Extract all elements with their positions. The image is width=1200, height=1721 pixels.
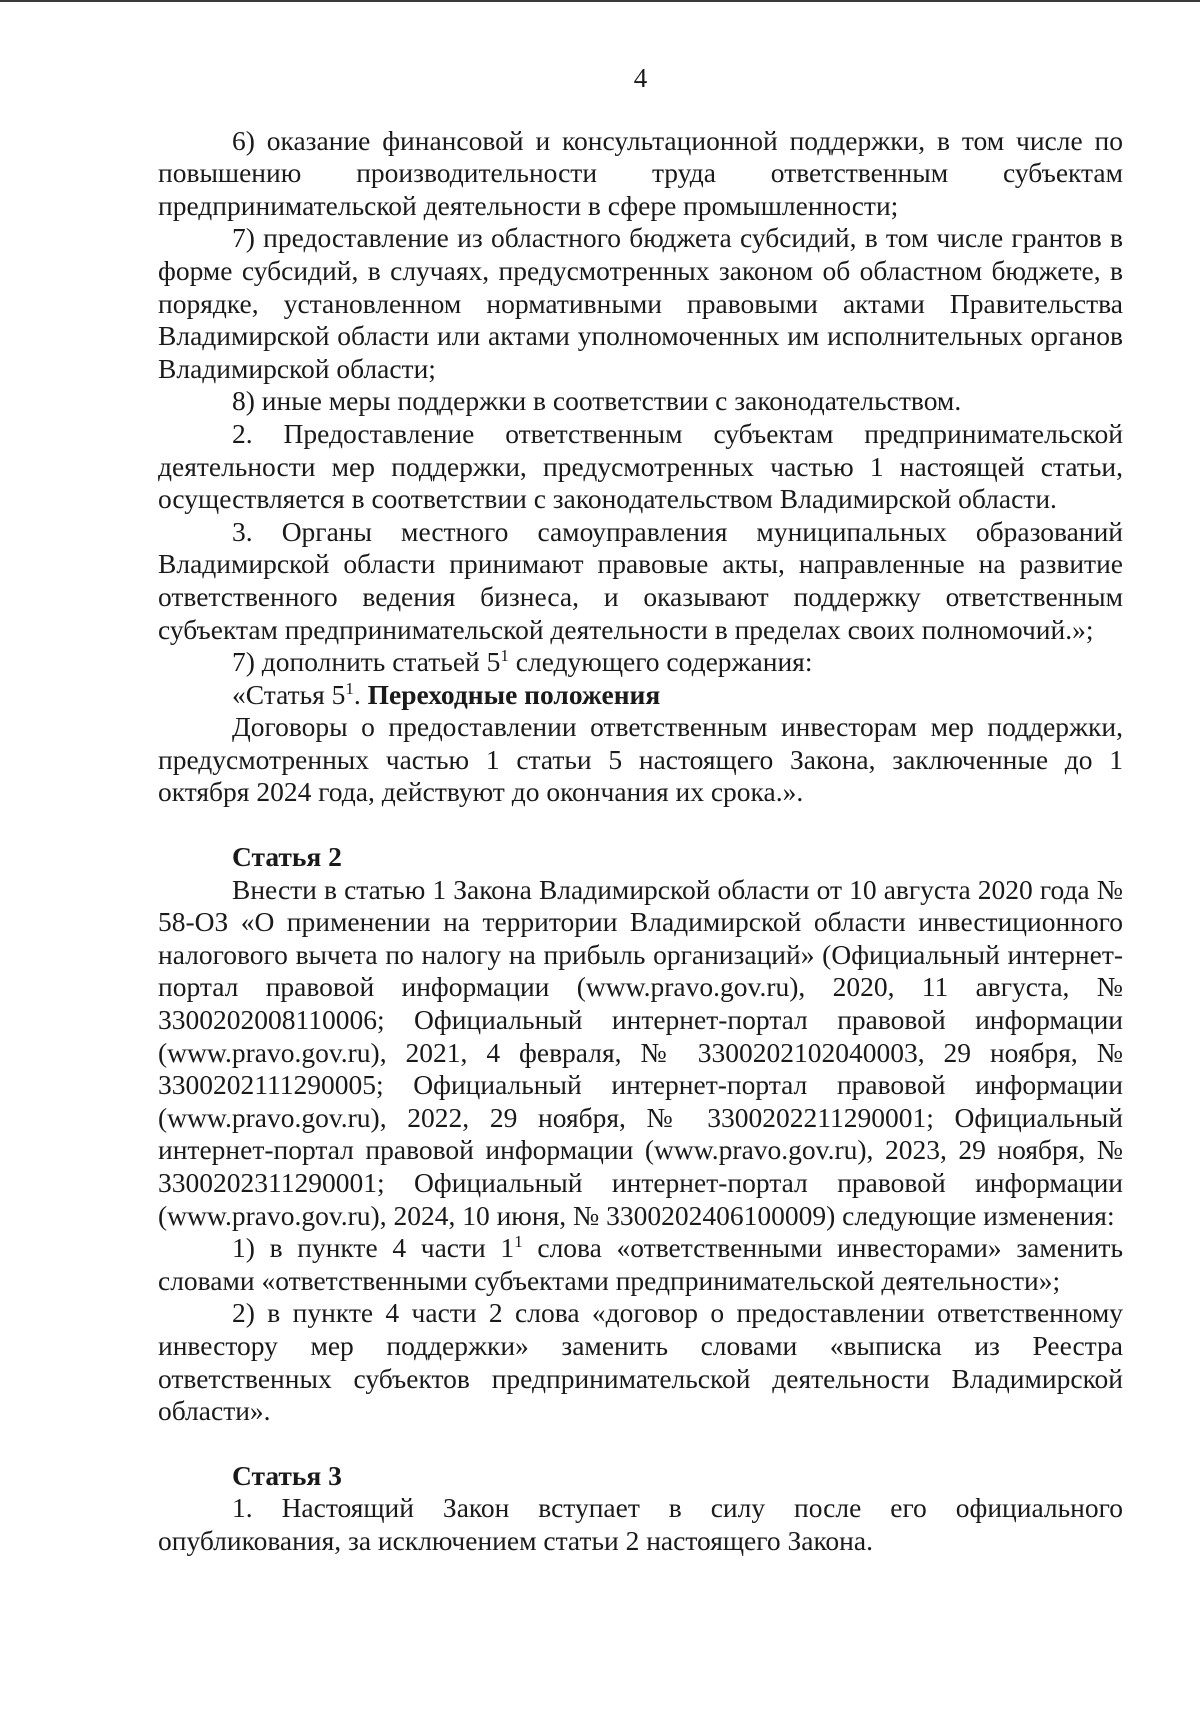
new-article-heading — [158, 679, 1123, 712]
article-2-item-2: 2) в пункте 4 части 2 слова «договор о предоставлении ответственному инвестору мер поддержки» заменить словами «выписка из Реестра ответственных субъектов предпринимательской деятельности Владимирской области». — [158, 1297, 1123, 1427]
new-article-superscript: 1 — [345, 678, 354, 698]
amendment-item-7 — [158, 646, 1123, 679]
paragraph-part-2: 2. Предоставление ответственным субъектам предпринимательской деятельности мер поддержки, предусмотренных частью 1 настоящей статьи, осуществляется в соответствии с законодательством Владимирской области. — [158, 417, 1123, 515]
paragraph-item-7: 7) предоставление из областного бюджета субсидий, в том числе грантов в форме субсидий, в случаях, предусмотренных законом об областном бюджете, в порядке, установленном нормативными правовыми актами Правительства Владимирской области или актами уполномоченных им исполнительных органов Владимирской области; — [158, 222, 1123, 384]
amendment-item-7-superscript: 1 — [500, 646, 509, 666]
page-number: 4 — [633, 63, 648, 93]
document-page — [158, 62, 1123, 1558]
article-2-item-1-text: 1) в пункте 4 части 1 — [232, 1232, 515, 1264]
new-article-prefix: «Статья 5 — [232, 678, 346, 710]
new-article-dot: . — [353, 678, 368, 710]
scan-top-edge — [0, 0, 1200, 2]
amendment-item-7-text: 7) дополнить статьей 5 — [232, 646, 501, 678]
article-3-item-1: 1. Настоящий Закон вступает в силу после его официального опубликования, за исключением статьи 2 настоящего Закона. — [158, 1492, 1123, 1556]
article-2-item-1-tail: слова «ответственными инвесторами» заменить словами «ответственными субъектами предпринимательской деятельности»; — [158, 1232, 1123, 1296]
new-article-title: Переходные положения — [367, 678, 661, 710]
article-3-heading: Статья 3 — [232, 1459, 342, 1491]
paragraph-item-6: 6) оказание финансовой и консультационной поддержки, в том числе по повышению производительности труда ответственным субъектам предпринимательской деятельности в сфере промышленности; — [158, 124, 1123, 221]
article-2-heading: Статья 2 — [232, 841, 342, 873]
article-2-item-1 — [158, 1232, 1123, 1297]
paragraph-item-8: 8) иные меры поддержки в соответствии с законодательством. — [232, 385, 962, 417]
transitional-provisions-text: Договоры о предоставлении ответственным инвесторам мер поддержки, предусмотренных частью 1 статьи 5 настоящего Закона, заключенные до 1 октября 2024 года, действуют до окончания их срока.». — [158, 711, 1123, 808]
section-spacer — [158, 809, 1123, 841]
article-2-item-1-superscript: 1 — [514, 1232, 523, 1252]
article-2-intro: Внести в статью 1 Закона Владимирской области от 10 августа 2020 года № 58-ОЗ «О применении на территории Владимирской области инвестиционного налогового вычета по налогу на прибыль организаций» (Официальный интернет-портал правовой информации (www.pravo.gov.ru), 2020, 11 августа, № 3300202008110006; Официальный интернет-портал правовой информации (www.pravo.gov.ru), 2021, 4 февраля, № 3300202102040003, 29 ноября, № 3300202111290005; Официальный интернет-портал правовой информации (www.pravo.gov.ru), 2022, 29 ноября, № 3300202211290001; Официальный интернет-портал правовой информации (www.pravo.gov.ru), 2023, 29 ноября, № 3300202311290001; Официальный интернет-портал правовой информации (www.pravo.gov.ru), 2024, 10 июня, № 3300202406100009) следующие изменения: — [158, 873, 1123, 1231]
paragraph-part-3: 3. Органы местного самоуправления муниципальных образований Владимирской области принимают правовые акты, направленные на развитие ответственного ведения бизнеса, и оказывают поддержку ответственным субъектам предпринимательской деятельности в пределах своих полномочий.»; — [158, 515, 1123, 645]
amendment-item-7-tail: следующего содержания: — [508, 646, 813, 678]
section-spacer — [158, 1428, 1123, 1460]
